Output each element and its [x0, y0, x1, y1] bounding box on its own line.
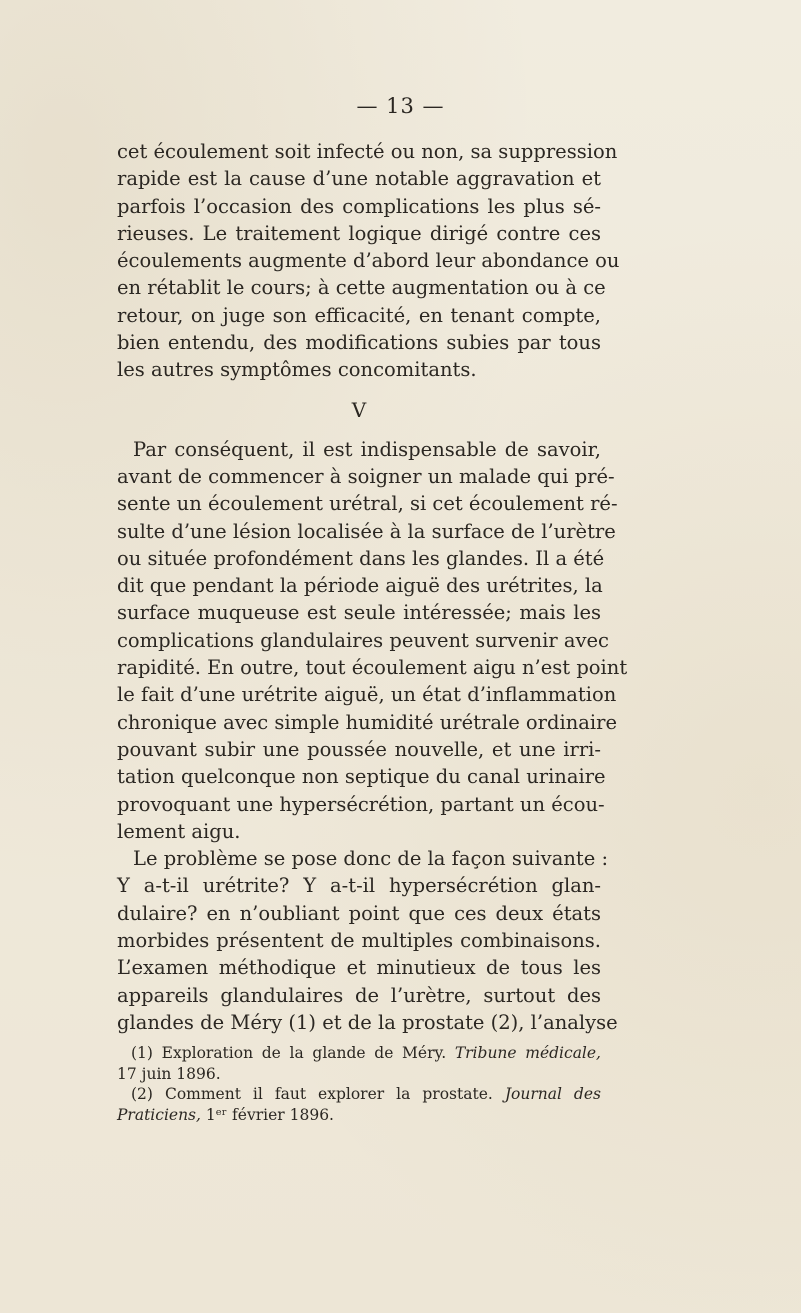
- text-line: rapide est la cause d’une notable aggravation et: [117, 167, 601, 191]
- section-heading: V: [351, 397, 367, 422]
- footnotes: [117, 1043, 601, 1125]
- text-line: morbides présentent de multiples combinaisons.: [117, 929, 601, 953]
- footnote-2-journal: Journal des: [504, 1085, 601, 1103]
- text-line: glandes de Méry (1) et de la prostate (2), l’analyse: [117, 1010, 618, 1034]
- text-line: les autres symptômes concomitants.: [117, 358, 477, 382]
- text-line: L’examen méthodique et minutieux de tous les: [117, 956, 601, 980]
- footnote-1-date: 17 juin 1896.: [117, 1064, 221, 1083]
- text-line: Par conséquent, il est indispensable de savoir,: [133, 437, 601, 461]
- text-line: lement aigu.: [117, 819, 241, 843]
- text-line: ou située profondément dans les glandes. Il a été: [117, 546, 605, 570]
- text-line: Y a-t-il urétrite? Y a-t-il hypersécrétion glan-: [117, 874, 601, 898]
- text-line: appareils glandulaires de l’urètre, surtout des: [117, 983, 601, 1007]
- text-line: retour, on juge son efficacité, en tenant compte,: [117, 303, 601, 327]
- paragraph-2: [117, 436, 628, 845]
- text-line: complications glandulaires peuvent survenir avec: [117, 628, 609, 652]
- text-line: Le problème se pose donc de la façon suivante :: [133, 847, 609, 871]
- text-line: surface muqueuse est seule intéressée; mais les: [117, 601, 601, 625]
- text-line: pouvant subir une poussée nouvelle, et une irri-: [117, 737, 601, 761]
- text-line: tation quelconque non septique du canal urinaire: [117, 765, 606, 789]
- page-number: — 13 —: [356, 94, 445, 118]
- footnote-1: [117, 1043, 601, 1064]
- text-line: rieuses. Le traitement logique dirigé contre ces: [117, 221, 601, 245]
- footnote-2-journal-cont: Praticiens,: [117, 1105, 201, 1124]
- footnote-1-journal: Tribune médicale,: [454, 1044, 601, 1062]
- footnote-2-date: 1ᵉʳ février 1896.: [205, 1105, 334, 1124]
- text-line: provoquant une hypersécrétion, partant un écou-: [117, 792, 605, 816]
- footnote-1-text: (1) Exploration de la glande de Méry.: [131, 1044, 447, 1062]
- text-line: sulte d’une lésion localisée à la surface de l’urètre: [117, 519, 616, 543]
- footnote-2-text: (2) Comment il faut explorer la prostate.: [131, 1085, 493, 1103]
- footnote-2-cont: [117, 1105, 601, 1126]
- paragraph-1: [117, 138, 620, 384]
- text-line: avant de commencer à soigner un malade qui pré-: [117, 464, 615, 488]
- text-line: chronique avec simple humidité urétrale ordinaire: [117, 710, 617, 734]
- text-line: en rétablit le cours; à cette augmentation ou à ce: [117, 276, 606, 300]
- text-line: le fait d’une urétrite aiguë, un état d’inflammation: [117, 683, 617, 707]
- text-line: dulaire? en n’oubliant point que ces deux états: [117, 901, 601, 925]
- footnote-2: [117, 1084, 601, 1105]
- text-line: écoulements augmente d’abord leur abondance ou: [117, 249, 620, 273]
- text-line: parfois l’occasion des complications les plus sé-: [117, 194, 601, 218]
- text-line: bien entendu, des modifications subies par tous: [117, 331, 601, 355]
- text-line: sente un écoulement urétral, si cet écoulement ré-: [117, 492, 618, 516]
- paragraph-3: [117, 845, 618, 1036]
- text-line: cet écoulement soit infecté ou non, sa suppression: [117, 140, 618, 163]
- text-line: rapidité. En outre, tout écoulement aigu n’est point: [117, 656, 628, 680]
- text-line: dit que pendant la période aiguë des urétrites, la: [117, 574, 603, 598]
- body-text: [117, 138, 628, 1036]
